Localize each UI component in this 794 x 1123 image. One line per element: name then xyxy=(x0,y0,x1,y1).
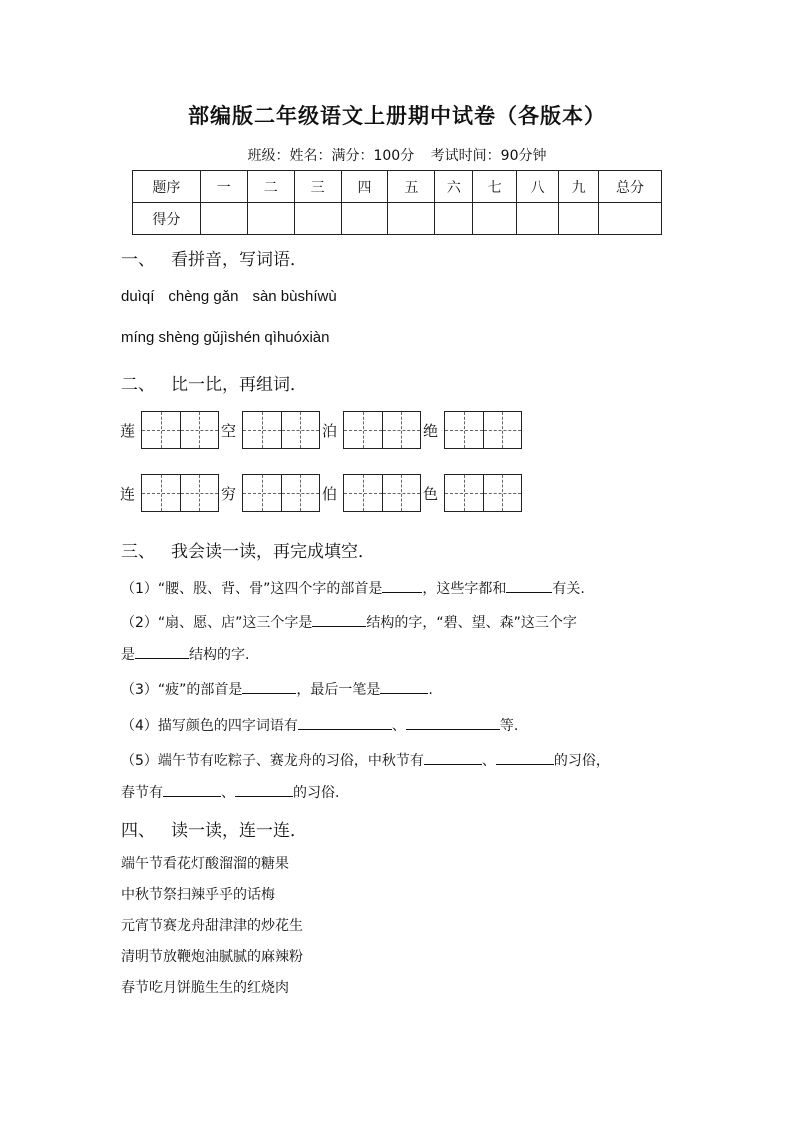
question-1 xyxy=(121,578,585,598)
section-title: 我会读一读，再完成填空． xyxy=(171,542,375,562)
pinyin-word: chèng gǎn xyxy=(168,288,239,305)
question-2 xyxy=(121,612,577,632)
score-header-cell: 八 xyxy=(517,171,559,203)
question-text: 的习俗. xyxy=(293,785,340,801)
section-title: 比一比，再组词． xyxy=(171,375,307,395)
score-input-cell[interactable] xyxy=(559,203,599,235)
section-1-heading xyxy=(121,245,307,270)
compare-char: 莲 xyxy=(120,422,136,440)
score-input-cell[interactable] xyxy=(247,203,294,235)
compare-char: 绝 xyxy=(423,422,439,440)
writing-grid[interactable] xyxy=(141,474,219,512)
compare-char: 空 xyxy=(221,422,237,440)
writing-grid[interactable] xyxy=(343,411,421,449)
question-text: （5）端午节有吃粽子、赛龙舟的习俗，中秋节有 xyxy=(121,753,424,769)
section-3-heading xyxy=(121,537,375,562)
compare-char: 连 xyxy=(120,485,136,503)
answer-blank[interactable] xyxy=(496,750,554,765)
score-input-cell[interactable] xyxy=(341,203,388,235)
answer-blank[interactable] xyxy=(406,715,500,730)
score-table-score-row xyxy=(133,203,662,235)
answer-blank[interactable] xyxy=(163,782,221,797)
score-input-cell[interactable] xyxy=(599,203,662,235)
section-number: 一、 xyxy=(121,250,155,270)
writing-grid[interactable] xyxy=(242,474,320,512)
section-title: 看拼音，写词语． xyxy=(171,250,307,270)
answer-blank[interactable] xyxy=(298,715,392,730)
score-header-cell: 四 xyxy=(341,171,388,203)
question-text: （1）“腰、股、背、骨”这四个字的部首是 xyxy=(121,581,383,597)
score-row-label: 得分 xyxy=(133,203,201,235)
section-number: 二、 xyxy=(121,375,155,395)
compare-char: 穷 xyxy=(221,485,237,503)
question-2-continued xyxy=(121,644,249,664)
answer-blank[interactable] xyxy=(242,679,296,694)
score-header-cell: 二 xyxy=(247,171,294,203)
writing-grid[interactable] xyxy=(141,411,219,449)
answer-blank[interactable] xyxy=(235,782,293,797)
question-text: ，最后一笔是 xyxy=(296,682,381,698)
question-text: （2）“扇、愿、店”这三个字是 xyxy=(121,615,313,631)
matching-line: 清明节放鞭炮油腻腻的麻辣粉 xyxy=(121,949,303,965)
score-header-cell: 九 xyxy=(559,171,599,203)
score-header-cell: 一 xyxy=(200,171,247,203)
section-title: 读一读，连一连． xyxy=(171,821,307,841)
question-text: ，这些字都和 xyxy=(422,581,507,597)
writing-grid[interactable] xyxy=(343,474,421,512)
matching-line: 端午节看花灯酸溜溜的糖果 xyxy=(121,856,289,872)
question-text: （4）描写颜色的四字词语有 xyxy=(121,718,298,734)
pinyin-word: míng shèng gǔjìshén qìhuóxiàn xyxy=(121,329,330,346)
matching-line: 春节吃月饼脆生生的红烧肉 xyxy=(121,980,289,996)
score-table-header-row xyxy=(133,171,662,203)
score-header-cell: 五 xyxy=(388,171,435,203)
compare-char: 泊 xyxy=(322,422,338,440)
score-header-cell: 总分 xyxy=(599,171,662,203)
exam-title: 部编版二年级语文上册期中试卷（各版本） xyxy=(188,104,606,128)
question-text: 春节有 xyxy=(121,785,163,801)
score-header-cell: 七 xyxy=(473,171,517,203)
score-header-cell: 题序 xyxy=(133,171,201,203)
section-number: 三、 xyxy=(121,542,155,562)
exam-time-label: 考试时间：90分钟 xyxy=(430,148,547,164)
question-text: . xyxy=(428,682,433,698)
score-input-cell[interactable] xyxy=(294,203,341,235)
pinyin-line-1 xyxy=(121,288,351,305)
matching-line: 元宵节赛龙舟甜津津的炒花生 xyxy=(121,918,303,934)
matching-line: 中秋节祭扫辣乎乎的话梅 xyxy=(121,887,275,903)
question-text: 、 xyxy=(221,785,235,801)
compare-char: 伯 xyxy=(322,485,338,503)
score-input-cell[interactable] xyxy=(200,203,247,235)
writing-grid[interactable] xyxy=(444,474,522,512)
question-text: 是 xyxy=(121,647,135,663)
question-text: 等. xyxy=(499,718,519,734)
question-5 xyxy=(121,750,610,770)
question-5-continued xyxy=(121,782,339,802)
answer-blank[interactable] xyxy=(312,612,366,627)
question-text: 、 xyxy=(481,753,496,769)
writing-grid[interactable] xyxy=(242,411,320,449)
score-header-cell: 六 xyxy=(435,171,473,203)
compare-char: 色 xyxy=(423,485,439,503)
question-text: 、 xyxy=(391,718,406,734)
question-4 xyxy=(121,715,518,735)
answer-blank[interactable] xyxy=(424,750,482,765)
answer-blank[interactable] xyxy=(135,644,189,659)
score-input-cell[interactable] xyxy=(473,203,517,235)
section-4-heading xyxy=(121,816,307,841)
section-2-heading xyxy=(121,370,307,395)
score-header-cell: 三 xyxy=(294,171,341,203)
answer-blank[interactable] xyxy=(380,679,428,694)
question-text: 结构的字. xyxy=(189,647,250,663)
score-input-cell[interactable] xyxy=(388,203,435,235)
question-3 xyxy=(121,679,433,699)
answer-blank[interactable] xyxy=(382,578,422,593)
question-text: （3）“疲”的部首是 xyxy=(121,682,243,698)
pinyin-word: sàn bùshíwù xyxy=(252,288,337,305)
section-number: 四、 xyxy=(121,821,155,841)
question-text: 的习俗， xyxy=(553,753,610,769)
score-input-cell[interactable] xyxy=(435,203,473,235)
question-text: 结构的字，“碧、望、森”这三个字 xyxy=(366,615,577,631)
pinyin-word: duìqí xyxy=(121,288,155,305)
writing-grid[interactable] xyxy=(444,411,522,449)
score-table xyxy=(132,170,662,235)
exam-info xyxy=(0,145,794,165)
question-text: 有关. xyxy=(552,581,585,597)
answer-blank[interactable] xyxy=(506,578,552,593)
class-name-score-label: 班级：姓名：满分：100分 xyxy=(247,148,415,164)
pinyin-line-2 xyxy=(121,329,343,346)
score-input-cell[interactable] xyxy=(517,203,559,235)
